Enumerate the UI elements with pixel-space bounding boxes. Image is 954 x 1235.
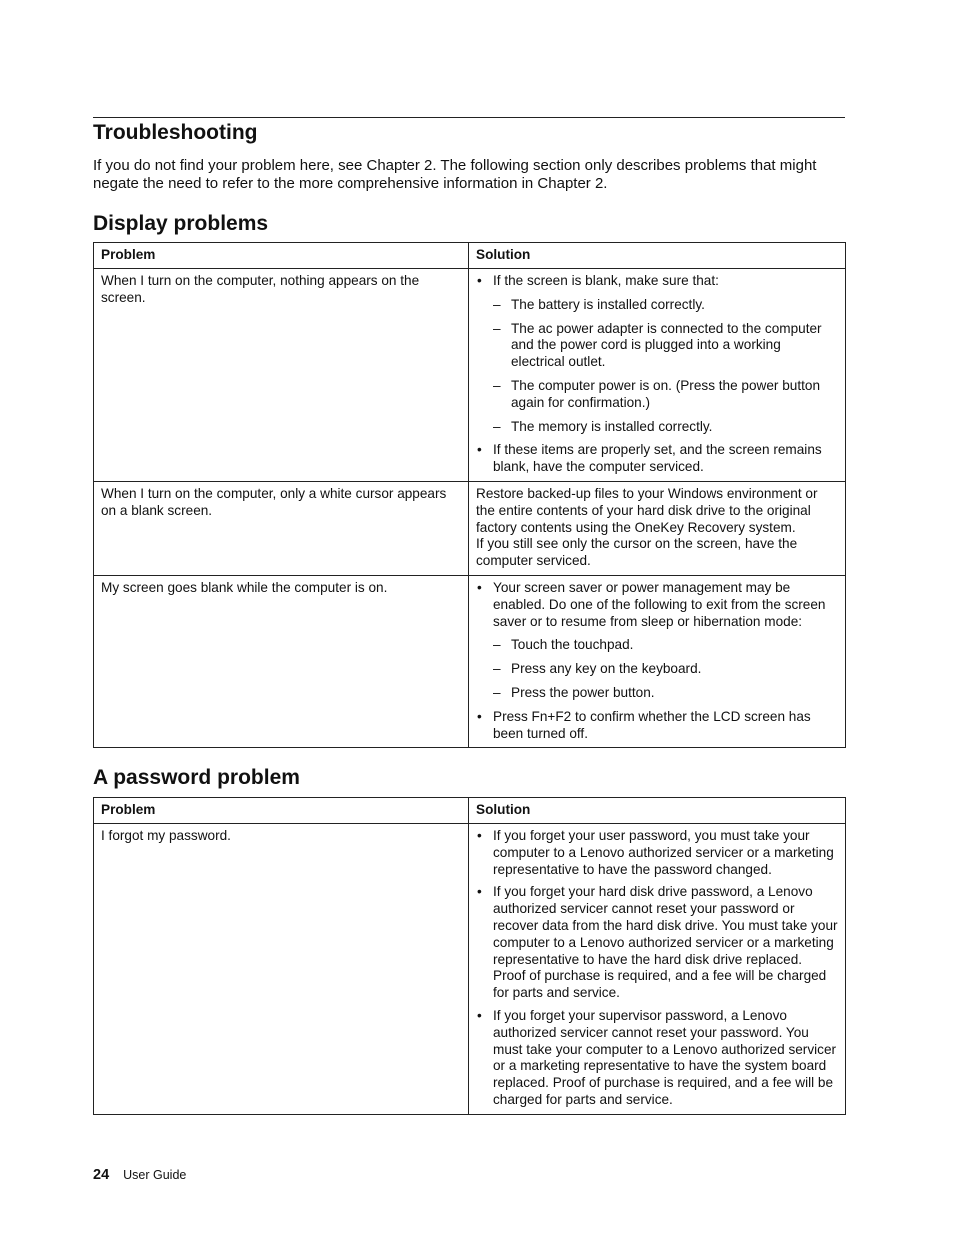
list-item: • If you forget your hard disk drive password, a Lenovo authorized servicer cannot reset your password or recover data from the hard disk drive. You must take your computer to a Lenovo authorized servicer or a marketing representative to have the hard disk drive replaced. Proof of purchase is required, and a fee will be charged for parts and service.	[477, 884, 838, 1001]
list-item: • Your screen saver or power management may be enabled. Do one of the following to exit from the screen saver or to resume from sleep or hibernation mode: – Touch the touchpad. – Press any key on the keyboard. – Press the power button.	[476, 580, 838, 702]
column-header-problem: Problem	[94, 243, 469, 269]
problem-cell: I forgot my password.	[94, 824, 469, 1115]
dash-icon: –	[493, 684, 501, 700]
dash-icon: –	[493, 377, 501, 393]
page-footer	[93, 1166, 186, 1184]
intro-paragraph: If you do not find your problem here, see Chapter 2. The following section only describes problems that might negate the need to refer to the more comprehensive information in Chapter 2.	[93, 157, 817, 192]
list-item: • If the screen is blank, make sure that: – The battery is installed correctly. – The ac power adapter is connected to the computer and the power cord is plugged into a working electrical outlet. – The computer power is on. (Press the power button again for confirmation.) – The memory is installed correctly.	[476, 273, 838, 435]
dash-icon: –	[493, 661, 501, 677]
page-number: 24	[93, 1167, 110, 1183]
display-problems-heading: Display problems	[93, 212, 269, 235]
footer-guide-title: User Guide	[123, 1168, 187, 1182]
list-item: – The battery is installed correctly.	[493, 296, 705, 312]
problem-cell: When I turn on the computer, only a white cursor appears on a blank screen.	[94, 481, 469, 575]
list-item: – Press any key on the keyboard.	[493, 661, 702, 677]
display-problems-table	[93, 242, 846, 748]
bullet-icon: •	[477, 884, 482, 900]
bullet-icon: •	[477, 442, 482, 458]
solution-cell	[469, 824, 846, 1115]
dash-icon: –	[493, 320, 501, 336]
bullet-icon: •	[477, 579, 482, 595]
solution-cell	[469, 269, 846, 482]
column-header-solution: Solution	[469, 243, 846, 269]
bullet-icon: •	[477, 273, 482, 288]
list-item: – The computer power is on. (Press the power button again for confirmation.)	[493, 377, 821, 410]
bullet-icon: •	[477, 1007, 482, 1023]
column-header-problem: Problem	[94, 798, 469, 824]
solution-cell	[469, 481, 846, 575]
password-problem-heading: A password problem	[93, 766, 300, 789]
table-header-row	[94, 243, 846, 269]
table-row	[94, 824, 846, 1115]
bullet-icon: •	[477, 828, 482, 843]
problem-cell: My screen goes blank while the computer is on.	[94, 575, 469, 747]
dash-icon: –	[493, 637, 501, 653]
list-item: • If you forget your user password, you must take your computer to a Lenovo authorized servicer or a marketing representative to have the password changed.	[477, 828, 834, 877]
problem-cell: When I turn on the computer, nothing appears on the screen.	[94, 269, 469, 482]
list-item: • If you forget your supervisor password, a Lenovo authorized servicer cannot reset your password. You must take your computer to a Lenovo authorized servicer or a marketing representative to have the system board replaced. Proof of purchase is required, and a fee will be charged for parts and service.	[477, 1007, 837, 1107]
list-item: – Touch the touchpad.	[493, 637, 634, 653]
dash-icon: –	[493, 418, 501, 434]
bullet-icon: •	[477, 708, 482, 724]
dash-icon: –	[493, 296, 501, 312]
table-row	[94, 481, 846, 575]
section-title: Troubleshooting	[93, 121, 258, 144]
list-item: – Press the power button.	[493, 684, 655, 700]
list-item: • Press Fn+F2 to confirm whether the LCD screen has been turned off.	[477, 708, 811, 741]
solution-cell	[469, 575, 846, 747]
top-rule	[93, 117, 845, 118]
column-header-solution: Solution	[469, 798, 846, 824]
solution-paragraph: If you still see only the cursor on the screen, have the computer serviced.	[476, 536, 798, 569]
list-item: • If these items are properly set, and the screen remains blank, have the computer serviced.	[477, 442, 822, 475]
list-item: – The memory is installed correctly.	[493, 418, 713, 434]
table-row	[94, 575, 846, 747]
list-item: – The ac power adapter is connected to the computer and the power cord is plugged into a working electrical outlet.	[493, 320, 822, 370]
table-header-row	[94, 798, 846, 824]
table-row	[94, 269, 846, 482]
password-problem-table	[93, 797, 846, 1115]
solution-paragraph: Restore backed-up files to your Windows environment or the entire contents of your hard disk drive to the original factory contents using the OneKey Recovery system.	[476, 485, 818, 535]
